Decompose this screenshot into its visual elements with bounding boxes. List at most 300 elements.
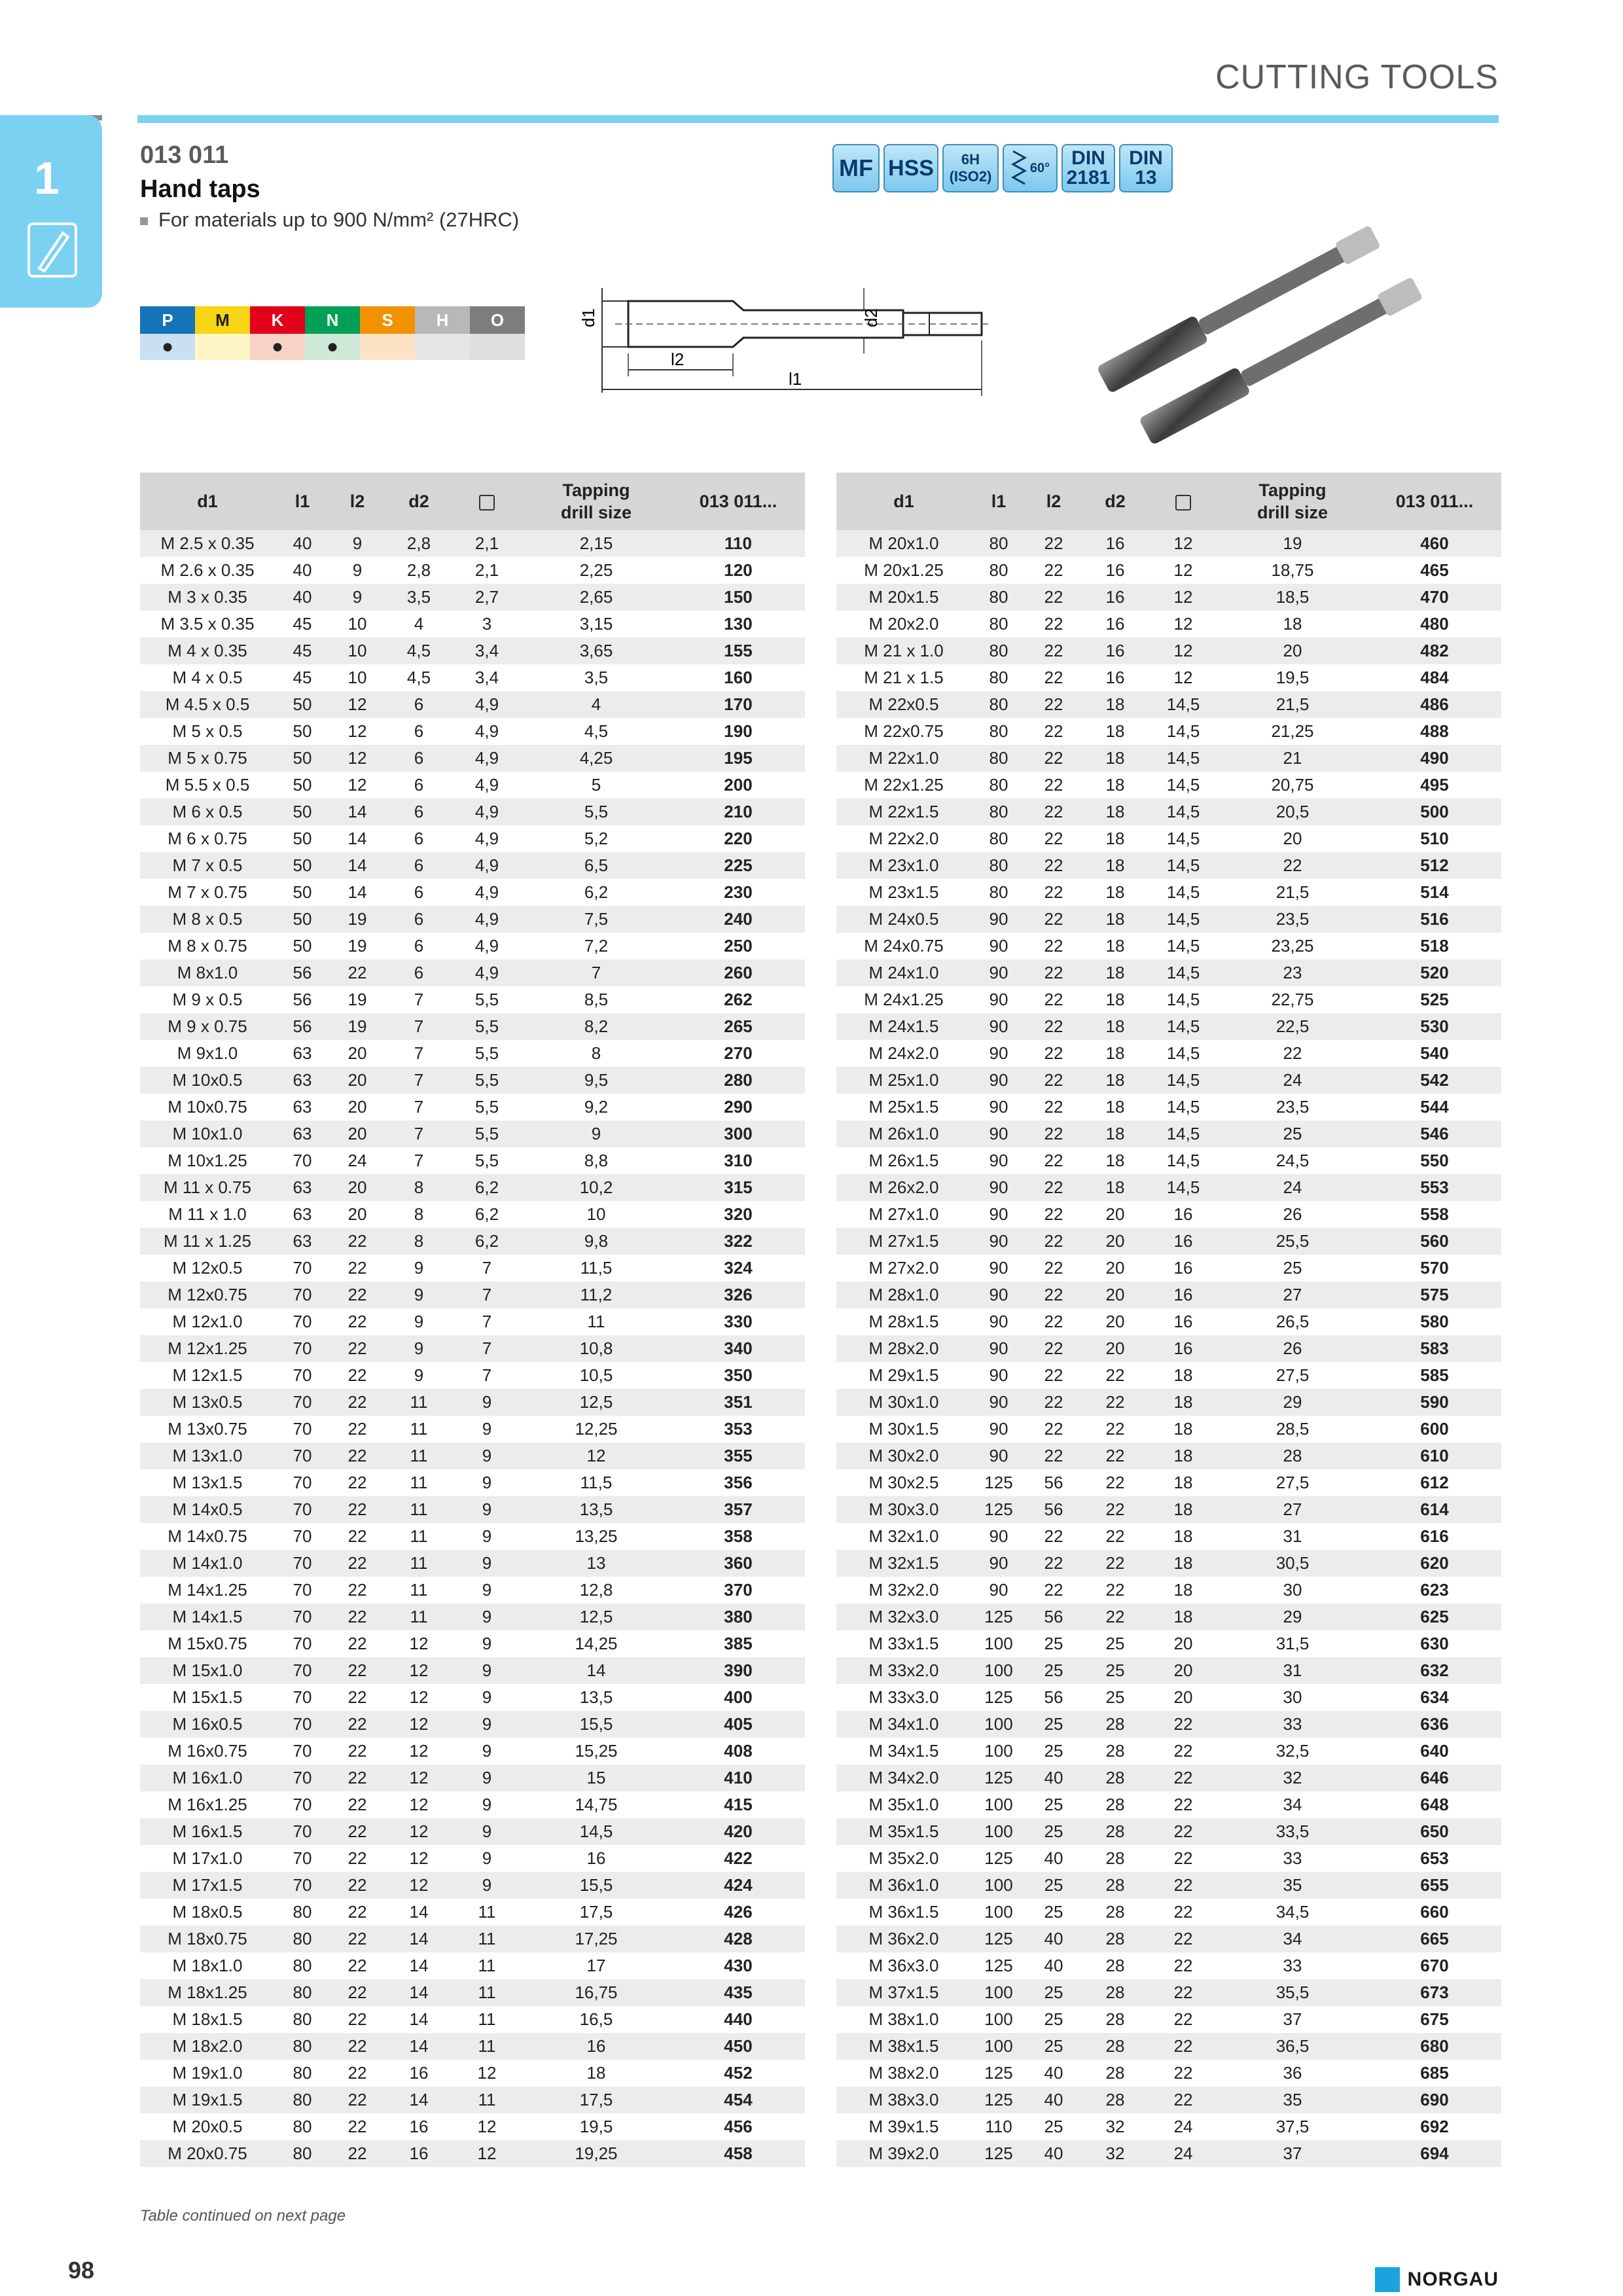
table-row: [140, 1416, 805, 1443]
cell-square: 22: [1173, 2009, 1193, 2029]
table-row: [836, 1255, 1501, 1282]
table-row: [836, 718, 1501, 745]
cell-tapping-drill: 17,5: [521, 2087, 671, 2113]
table-row: [836, 1711, 1501, 1738]
cell-d1: M 14x0.5: [140, 1496, 275, 1523]
cell-code: 620: [1368, 1550, 1501, 1577]
cell-square: 11: [453, 2033, 521, 2060]
cell-square: 16: [1149, 1282, 1217, 1308]
cell-tapping-drill: 15,5: [521, 1872, 671, 1899]
cell-tapping-drill: 20: [1217, 637, 1368, 664]
cell-d2: 11: [410, 1580, 428, 1600]
cell-d2: 20: [1105, 1312, 1125, 1331]
taps-table-left: [140, 473, 805, 2167]
cell-d1: M 13x0.5: [140, 1389, 275, 1416]
cell-d1: M 24x2.0: [868, 1043, 939, 1063]
badge-hss: HSS: [883, 144, 938, 192]
cell-tapping-drill: 25: [1283, 1258, 1302, 1278]
badge-din-label: DIN: [1071, 147, 1105, 169]
cell-d2: 9: [414, 1365, 424, 1385]
cell-d2: 28: [1081, 2033, 1149, 2060]
cell-code: 650: [1368, 1818, 1501, 1845]
cell-square: 6,2: [453, 1174, 521, 1201]
cell-l2: 20: [330, 1067, 385, 1094]
cell-d1: M 39x2.0: [836, 2140, 971, 2167]
cell-square: 22: [1149, 2087, 1217, 2113]
cell-code: 546: [1368, 1121, 1501, 1147]
cell-square: 7: [482, 1365, 492, 1385]
cell-l1: 80: [971, 745, 1026, 772]
cell-l2: 12: [330, 745, 385, 772]
cell-d1: M 22x0.75: [864, 721, 944, 741]
cell-l1: 63: [275, 1228, 330, 1255]
cell-l1: 125: [971, 2087, 1026, 2113]
table-row: [140, 1362, 805, 1389]
cell-d1: M 20x0.75: [140, 2140, 275, 2167]
table-row: [140, 1684, 805, 1711]
cell-d1: M 11 x 1.0: [168, 1204, 247, 1224]
table-row: [140, 1899, 805, 1926]
cell-l2: 25: [1044, 1741, 1063, 1761]
cell-tapping-drill: 29: [1217, 1389, 1368, 1416]
cell-d2: 6: [414, 775, 424, 795]
cell-square: 16: [1173, 1312, 1193, 1331]
cell-d1: M 26x1.0: [836, 1121, 971, 1147]
cell-d2: 28: [1105, 2063, 1125, 2083]
cell-tapping-drill: 12,8: [579, 1580, 613, 1600]
cell-l2: 22: [1044, 990, 1063, 1009]
cell-tapping-drill: 15: [521, 1765, 671, 1791]
cell-d2: 22: [1081, 1389, 1149, 1416]
col-code: 013 011...: [1368, 473, 1501, 530]
table-row: [836, 1147, 1501, 1174]
cell-d2: 22: [1081, 1496, 1149, 1523]
cell-d2: 18: [1081, 1013, 1149, 1040]
cell-l1: 70: [275, 1818, 330, 1845]
cell-tapping-drill: 27,5: [1275, 1473, 1310, 1492]
cell-d2: 18: [1105, 1043, 1125, 1063]
cell-l2: 22: [1044, 1526, 1063, 1546]
cell-l1: 90: [971, 1282, 1026, 1308]
cell-code: 670: [1420, 1956, 1449, 1975]
table-row: [836, 1926, 1501, 1952]
cell-l2: 12: [348, 721, 367, 741]
cell-d2: 25: [1105, 1634, 1125, 1653]
table-row: [836, 1523, 1501, 1550]
cell-d1: M 14x0.75: [168, 1526, 247, 1546]
cell-l1: 90: [989, 1365, 1008, 1385]
cell-square: 22: [1173, 1902, 1193, 1922]
cell-d2: 7: [385, 1067, 453, 1094]
cell-code: 655: [1368, 1872, 1501, 1899]
table-row: [836, 1308, 1501, 1335]
cell-d1: M 17x1.0: [172, 1848, 243, 1868]
table-row: [140, 1711, 805, 1738]
cell-l1: 50: [293, 829, 312, 848]
cell-tapping-drill: 16: [521, 2033, 671, 2060]
cell-d1: M 9 x 0.5: [172, 990, 243, 1009]
cell-d1: M 36x2.0: [836, 1926, 971, 1952]
cell-d1: M 26x2.0: [836, 1174, 971, 1201]
cell-code: 195: [671, 745, 805, 772]
cell-l1: 80: [971, 584, 1026, 611]
table-continued-note: Table continued on next page: [140, 2207, 346, 2225]
cell-l1: 80: [275, 2087, 330, 2113]
cell-l2: 25: [1044, 1795, 1063, 1814]
cell-l2: 22: [1026, 852, 1081, 879]
col-tapping-line2: drill size: [560, 503, 632, 522]
cell-code: 340: [671, 1335, 805, 1362]
cell-d2: 12: [409, 1687, 429, 1707]
table-row: [836, 986, 1501, 1013]
cell-d2: 28: [1081, 1711, 1149, 1738]
cell-code: 510: [1420, 829, 1449, 848]
cell-d2: 8: [385, 1174, 453, 1201]
cell-d1: M 22x1.0: [836, 745, 971, 772]
cell-l2: 10: [348, 668, 367, 687]
cell-d1: M 16x1.0: [140, 1765, 275, 1791]
cell-l2: 22: [330, 1443, 385, 1469]
table-row: [836, 664, 1501, 691]
cell-l2: 25: [1026, 1657, 1081, 1684]
cell-d2: 2,8: [385, 530, 453, 557]
cell-code: 170: [671, 691, 805, 718]
cell-l2: 22: [330, 1228, 385, 1255]
cell-square: 16: [1173, 1258, 1193, 1278]
cell-code: 210: [671, 798, 805, 825]
cell-square: 9: [482, 1419, 492, 1439]
cell-code: 280: [671, 1067, 805, 1094]
cell-l1: 100: [971, 1979, 1026, 2006]
cell-tapping-drill: 11,5: [580, 1473, 613, 1492]
table-row: [140, 745, 805, 772]
cell-d2: 20: [1105, 1258, 1125, 1278]
cell-l2: 22: [1044, 936, 1063, 956]
badge-din-2181: [1061, 144, 1115, 192]
cell-l1: 90: [971, 1013, 1026, 1040]
cell-tapping-drill: 21: [1217, 745, 1368, 772]
cell-square: 16: [1149, 1335, 1217, 1362]
table-row: [140, 1979, 805, 2006]
cell-square: 4,9: [474, 829, 499, 848]
cell-l2: 56: [1044, 1687, 1063, 1707]
cell-l1: 125: [984, 1956, 1013, 1975]
cell-l2: 19: [330, 1013, 385, 1040]
cell-tapping-drill: 4,5: [584, 721, 609, 741]
cell-l2: 22: [330, 1282, 385, 1308]
cell-tapping-drill: 12: [521, 1443, 671, 1469]
cell-d1: M 10x0.5: [140, 1067, 275, 1094]
material-suitability-m: [195, 334, 250, 360]
cell-l2: 22: [1044, 1312, 1063, 1331]
cell-tapping-drill: 31,5: [1275, 1634, 1310, 1653]
cell-d1: M 35x1.0: [868, 1795, 939, 1814]
cell-d1: M 12x1.0: [172, 1312, 243, 1331]
cell-d2: 6: [385, 906, 453, 933]
cell-d2: 20: [1081, 1335, 1149, 1362]
cell-code: 495: [1420, 775, 1449, 795]
cell-d1: M 30x2.0: [836, 1443, 971, 1469]
cell-code: 130: [724, 614, 753, 634]
cell-d1: M 17x1.5: [140, 1872, 275, 1899]
cell-square: 14,5: [1166, 1151, 1200, 1170]
cell-tapping-drill: 3,65: [521, 637, 671, 664]
cell-d2: 22: [1105, 1419, 1125, 1439]
cell-d1: M 24x1.25: [864, 990, 944, 1009]
cell-code: 500: [1368, 798, 1501, 825]
cell-l1: 90: [971, 1174, 1026, 1201]
cell-code: 360: [671, 1550, 805, 1577]
cell-l1: 70: [293, 1473, 312, 1492]
cell-tapping-drill: 34: [1283, 1795, 1302, 1814]
cell-code: 355: [671, 1443, 805, 1469]
badge-mf: MF: [832, 144, 880, 192]
description-text: For materials up to 900 N/mm² (27HRC): [158, 208, 520, 231]
cell-d1: M 4 x 0.35: [140, 637, 275, 664]
spec-badges: [832, 144, 1173, 192]
cell-square: 9: [453, 1550, 521, 1577]
cell-d2: 4,5: [406, 668, 431, 687]
cell-tapping-drill: 4: [521, 691, 671, 718]
col-tapping-drill: [521, 473, 671, 530]
cell-square: 22: [1149, 1979, 1217, 2006]
cell-tapping-drill: 20,5: [1217, 798, 1368, 825]
cell-code: 452: [724, 2063, 753, 2083]
cell-tapping-drill: 14,5: [521, 1818, 671, 1845]
cell-code: 426: [724, 1902, 753, 1922]
table-row: [140, 530, 805, 557]
cell-code: 460: [1368, 530, 1501, 557]
cell-l1: 80: [293, 1902, 312, 1922]
cell-square: 5,5: [453, 1121, 521, 1147]
cell-d1: M 24x1.5: [836, 1013, 971, 1040]
cell-square: 14,5: [1166, 936, 1200, 956]
cell-d2: 11: [385, 1604, 453, 1630]
cell-d1: M 16x0.5: [140, 1711, 275, 1738]
table-row: [836, 1872, 1501, 1899]
cell-code: 200: [724, 775, 753, 795]
cell-d2: 32: [1081, 2140, 1149, 2167]
cell-l1: 80: [989, 829, 1008, 848]
badge-tolerance: [942, 144, 999, 192]
cell-d2: 20: [1105, 1204, 1125, 1224]
cell-tapping-drill: 22,5: [1217, 1013, 1368, 1040]
table-row: [140, 1282, 805, 1308]
col-d1: d1: [140, 473, 275, 530]
cell-square: 9: [482, 1526, 492, 1546]
col-l2: l2: [1026, 473, 1081, 530]
cell-d2: 11: [385, 1389, 453, 1416]
cell-l2: 22: [1026, 1174, 1081, 1201]
cell-d2: 14: [385, 1926, 453, 1952]
cell-l1: 70: [275, 1550, 330, 1577]
cell-code: 440: [724, 2009, 753, 2029]
cell-code: 380: [671, 1604, 805, 1630]
table-row: [140, 2087, 805, 2113]
table-row: [836, 1657, 1501, 1684]
cell-d1: M 18x1.0: [172, 1956, 243, 1975]
cell-tapping-drill: 7,5: [521, 906, 671, 933]
cell-l2: 25: [1044, 2117, 1063, 2136]
cell-d2: 28: [1105, 2009, 1125, 2029]
cell-d1: M 24x1.0: [836, 960, 971, 986]
cell-l1: 100: [984, 2009, 1013, 2029]
cell-tapping-drill: 20: [1283, 829, 1302, 848]
cell-l2: 22: [1044, 1097, 1063, 1117]
cell-d2: 8: [414, 1204, 424, 1224]
table-row: [836, 906, 1501, 933]
square-drive-icon: [479, 495, 495, 511]
cell-tapping-drill: 16,5: [579, 2009, 613, 2029]
cell-d1: M 29x1.5: [868, 1365, 939, 1385]
cell-tapping-drill: 36,5: [1217, 2033, 1368, 2060]
cell-square: 4,9: [453, 852, 521, 879]
cell-d1: M 18x1.25: [140, 1979, 275, 2006]
col-square: [453, 473, 521, 530]
cell-code: 512: [1368, 852, 1501, 879]
table-row: [836, 1765, 1501, 1791]
cell-l1: 70: [275, 1765, 330, 1791]
cell-l1: 100: [984, 1634, 1013, 1653]
cell-l1: 80: [971, 691, 1026, 718]
cell-d1: M 15x1.5: [172, 1687, 243, 1707]
cell-l1: 125: [984, 1687, 1013, 1707]
cell-l2: 22: [330, 1657, 385, 1684]
cell-square: 9: [453, 1496, 521, 1523]
table-row: [140, 960, 805, 986]
cell-tapping-drill: 7: [521, 960, 671, 986]
cell-code: 544: [1420, 1097, 1449, 1117]
cell-tapping-drill: 14,25: [575, 1634, 618, 1653]
cell-l2: 20: [348, 1204, 367, 1224]
cell-tapping-drill: 25,5: [1217, 1228, 1368, 1255]
cell-l2: 12: [330, 691, 385, 718]
cell-square: 5,5: [474, 1151, 499, 1170]
cell-code: 408: [724, 1741, 753, 1761]
cell-d2: 18: [1105, 829, 1125, 848]
cell-tapping-drill: 31: [1217, 1657, 1368, 1684]
cell-square: 5,5: [474, 1043, 499, 1063]
cell-tapping-drill: 32,5: [1275, 1741, 1310, 1761]
cell-tapping-drill: 23: [1217, 960, 1368, 986]
cell-square: 14,5: [1149, 1013, 1217, 1040]
cell-tapping-drill: 31: [1283, 1526, 1302, 1546]
cell-code: 623: [1420, 1580, 1449, 1600]
cell-l1: 90: [989, 1204, 1008, 1224]
cell-d2: 28: [1081, 1979, 1149, 2006]
cell-l2: 9: [330, 530, 385, 557]
cell-d2: 18: [1081, 1174, 1149, 1201]
cell-l1: 125: [984, 2063, 1013, 2083]
cell-l2: 19: [330, 906, 385, 933]
cell-l2: 40: [1026, 1926, 1081, 1952]
cell-d1: M 27x2.0: [868, 1258, 939, 1278]
brand-name: NORGAU: [1407, 2269, 1499, 2290]
cell-l2: 22: [1026, 1389, 1081, 1416]
cell-tapping-drill: 30,5: [1217, 1550, 1368, 1577]
cell-l2: 22: [1026, 745, 1081, 772]
cell-l1: 70: [293, 1634, 312, 1653]
cell-d1: M 28x2.0: [836, 1335, 971, 1362]
logo-square-icon: [1375, 2267, 1400, 2292]
table-row: [140, 584, 805, 611]
cell-square: 9: [482, 1634, 492, 1653]
cell-l2: 22: [330, 1389, 385, 1416]
cell-l2: 40: [1044, 1956, 1063, 1975]
cell-tapping-drill: 25: [1217, 1121, 1368, 1147]
cell-d1: M 15x1.0: [140, 1657, 275, 1684]
cell-tapping-drill: 33,5: [1217, 1818, 1368, 1845]
cell-code: 553: [1368, 1174, 1501, 1201]
cell-code: 520: [1368, 960, 1501, 986]
cell-square: 22: [1173, 1848, 1193, 1868]
cell-tapping-drill: 8,5: [584, 990, 609, 1009]
cell-square: 22: [1173, 1956, 1193, 1975]
cell-tapping-drill: 12,25: [575, 1419, 618, 1439]
table-row: [836, 1282, 1501, 1308]
cell-l2: 22: [1044, 1204, 1063, 1224]
cell-l1: 90: [989, 936, 1008, 956]
cell-d1: M 14x1.25: [168, 1580, 247, 1600]
cell-d1: M 27x1.0: [868, 1204, 939, 1224]
cell-l2: 22: [348, 2063, 367, 2083]
table-row: [140, 1738, 805, 1765]
cell-d1: M 30x1.0: [836, 1389, 971, 1416]
cell-l2: 14: [330, 852, 385, 879]
cell-d2: 22: [1081, 1604, 1149, 1630]
cell-square: 3,4: [453, 637, 521, 664]
cell-square: 5,5: [474, 1097, 499, 1117]
cell-square: 14,5: [1149, 906, 1217, 933]
table-row: [140, 2113, 805, 2140]
material-group-s: S: [360, 306, 415, 334]
cell-d1: M 22x0.5: [836, 691, 971, 718]
cell-tapping-drill: 21,5: [1275, 882, 1310, 902]
cell-d1: M 37x1.5: [836, 1979, 971, 2006]
cell-l1: 63: [293, 1204, 312, 1224]
cell-square: 14,5: [1149, 1067, 1217, 1094]
cell-square: 20: [1173, 1687, 1193, 1707]
material-suitability-s: [360, 334, 415, 360]
cell-l1: 100: [984, 1902, 1013, 1922]
cell-l1: 45: [293, 668, 312, 687]
table-row: [140, 1335, 805, 1362]
cell-l1: 80: [293, 2009, 312, 2029]
product-description: [140, 208, 519, 232]
cell-d1: M 20x1.25: [864, 560, 944, 580]
table-row: [836, 1979, 1501, 2006]
cell-l1: 70: [293, 1526, 312, 1546]
cell-code: 673: [1368, 1979, 1501, 2006]
cell-code: 490: [1368, 745, 1501, 772]
cell-d1: M 13x0.75: [168, 1419, 247, 1439]
cell-tapping-drill: 18: [1283, 614, 1302, 634]
cell-tapping-drill: 35: [1217, 2087, 1368, 2113]
cell-tapping-drill: 5,5: [521, 798, 671, 825]
cell-square: 5,5: [453, 1067, 521, 1094]
page-number: 98: [68, 2257, 95, 2284]
table-row: [140, 1926, 805, 1952]
cell-square: 11: [453, 1926, 521, 1952]
cell-l1: 80: [293, 2063, 312, 2083]
cell-d1: M 3 x 0.35: [140, 584, 275, 611]
table-row: [836, 772, 1501, 798]
cell-l1: 63: [275, 1174, 330, 1201]
cell-tapping-drill: 14,75: [575, 1795, 618, 1814]
cell-l1: 90: [971, 1067, 1026, 1094]
cell-code: 260: [671, 960, 805, 986]
table-row: [836, 1174, 1501, 1201]
